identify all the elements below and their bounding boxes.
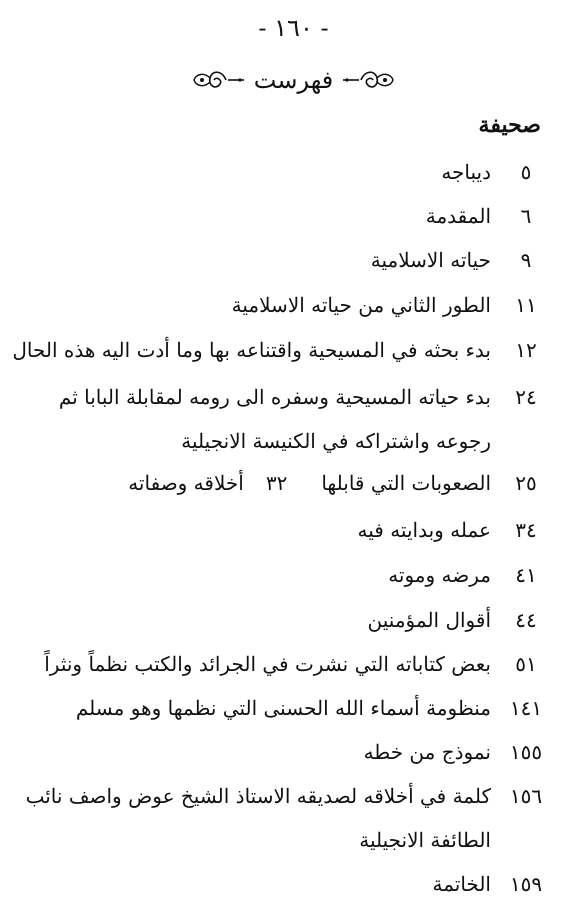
entry-page-number: ٤١ bbox=[515, 563, 537, 587]
entry-title: مرضه وموته bbox=[388, 563, 491, 587]
entry-page-number: ٥ bbox=[520, 160, 532, 184]
entry-page-number: ١٢ bbox=[515, 338, 537, 362]
entry-title: حياته الاسلامية bbox=[370, 248, 491, 272]
entry-page-number: ٥١ bbox=[515, 652, 537, 676]
page-number: - ١٦٠ - bbox=[258, 14, 329, 42]
entry-title: الخاتمة bbox=[432, 872, 491, 896]
entry-page-number: ١١ bbox=[515, 293, 537, 317]
entry-title: نموذج من خطه bbox=[363, 740, 491, 764]
entry-title: منظومة أسماء الله الحسنى التي نظمها وهو مسلم bbox=[75, 696, 491, 720]
entry-page-number: ٢٤ bbox=[515, 385, 537, 409]
entry-page-number: ٩ bbox=[520, 248, 532, 272]
entry-title: أخلاقه وصفاته bbox=[128, 471, 244, 495]
entry-title: الطور الثاني من حياته الاسلامية bbox=[231, 293, 491, 317]
entry-page-number: ٢٥ bbox=[515, 471, 537, 495]
floral-ornament-icon bbox=[190, 66, 246, 94]
entry-title-group bbox=[14, 461, 491, 505]
index-title: فهرست bbox=[253, 66, 334, 94]
entry-title: الصعوبات التي قابلها bbox=[321, 471, 491, 495]
entry-title: المقدمة bbox=[425, 204, 491, 228]
entry-page-number: ١٥٩ bbox=[509, 872, 543, 896]
entry-title: أقوال المؤمنين bbox=[367, 608, 491, 632]
entry-title: بعض كتاباته التي نشرت في الجرائد والكتب نظماً ونثراً bbox=[44, 652, 491, 676]
entry-page-number: ٣٢ bbox=[265, 471, 288, 495]
entry-page-number: ١٤١ bbox=[509, 696, 543, 720]
entry-page-number: ١٥٦ bbox=[509, 784, 543, 808]
entry-title: كلمة في أخلاقه لصديقه الاستاذ الشيخ عوض واصف نائب الطائفة الانجيلية bbox=[25, 784, 491, 852]
entry-title: بدء حياته المسيحية وسفره الى رومه لمقابلة البابا ثم رجوعه واشتراكه في الكنيسة الانجيلية bbox=[58, 385, 491, 453]
entry-title: ديباجه bbox=[441, 160, 491, 184]
page-column-header: صحيفة bbox=[478, 112, 541, 138]
title-row bbox=[0, 66, 587, 94]
entry-title: عمله وبدايته فيه bbox=[357, 518, 491, 542]
entry-page-number: ٦ bbox=[520, 204, 532, 228]
entry-page-number: ١٥٥ bbox=[509, 740, 543, 764]
floral-ornament-icon bbox=[341, 66, 397, 94]
entry-page-number: ٣٤ bbox=[515, 518, 537, 542]
entry-title: بدء بحثه في المسيحية واقتناعه بها وما أدت اليه هذه الحال bbox=[12, 338, 491, 362]
entry-page-number: ٤٤ bbox=[515, 608, 537, 632]
